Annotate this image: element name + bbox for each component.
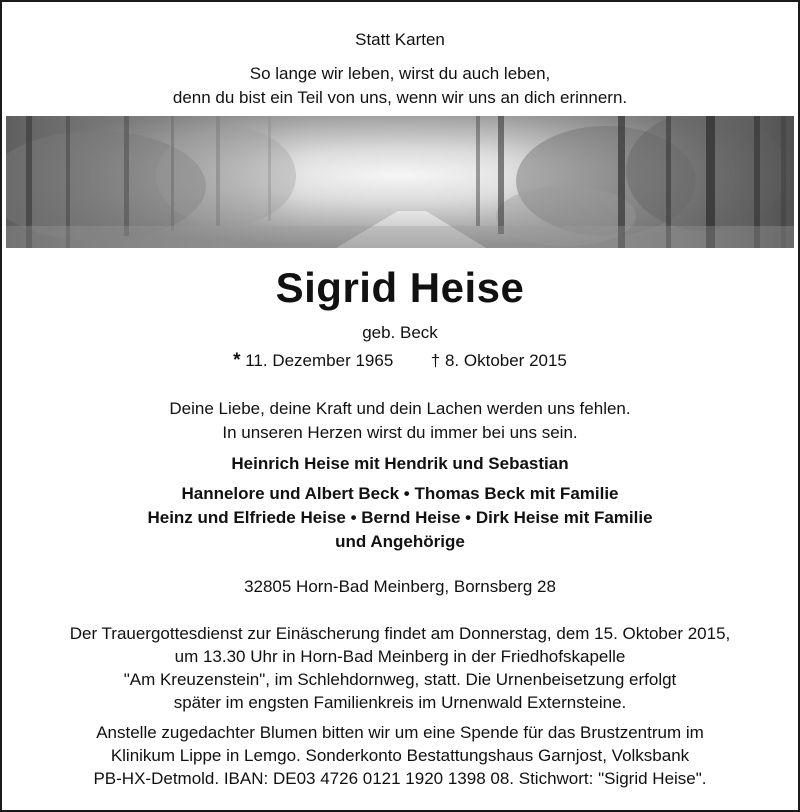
message-line-1: Deine Liebe, deine Kraft und dein Lachen werden uns fehlen. (169, 399, 631, 418)
birth-date: 11. Dezember 1965 (245, 351, 394, 370)
birth-star-icon: * (233, 350, 241, 371)
verse-line-1: So lange wir leben, wirst du auch leben, (249, 64, 551, 83)
life-dates (0, 350, 800, 372)
maiden-name: geb. Beck (362, 323, 438, 342)
deceased-name: Sigrid Heise (275, 264, 525, 311)
mourners-line-2: Hannelore und Albert Beck • Thomas Beck mit Familie (181, 484, 619, 503)
death-cross-icon: † (430, 351, 441, 370)
message-line-2: In unseren Herzen wirst du immer bei uns sein. (222, 423, 578, 442)
misty-forest-path-image (6, 116, 794, 248)
mourners-line-1: Heinrich Heise mit Hendrik und Sebastian (231, 454, 569, 473)
mourners-line-4: und Angehörige (335, 532, 465, 551)
verse-line-2: denn du bist ein Teil von uns, wenn wir uns an dich erinnern. (172, 88, 628, 107)
donation-line-3: PB-HX-Detmold. IBAN: DE03 4726 0121 1920 1398 08. Stichwort: "Sigrid Heise". (93, 769, 707, 788)
donation-line-1: Anstelle zugedachter Blumen bitten wir um eine Spende für das Brustzentrum im (96, 723, 704, 742)
address: 32805 Horn-Bad Meinberg, Bornsberg 28 (244, 577, 556, 596)
service-line-3: "Am Kreuzenstein", im Schlehdornweg, statt. Die Urnenbeisetzung erfolgt (123, 670, 677, 689)
service-line-2: um 13.30 Uhr in Horn-Bad Meinberg in der Friedhofskapelle (174, 647, 626, 666)
mourners-line-3: Heinz und Elfriede Heise • Bernd Heise • Dirk Heise mit Familie (147, 508, 653, 527)
service-line-4: später im engsten Familienkreis im Urnenwald Externsteine. (173, 693, 627, 712)
service-line-1: Der Trauergottesdienst zur Einäscherung findet am Donnerstag, dem 15. Oktober 2015, (69, 624, 731, 643)
statt-karten-text: Statt Karten (355, 30, 445, 49)
donation-line-2: Klinikum Lippe in Lemgo. Sonderkonto Bestattungshaus Garnjost, Volksbank (110, 746, 690, 765)
death-date: 8. Oktober 2015 (444, 351, 567, 370)
